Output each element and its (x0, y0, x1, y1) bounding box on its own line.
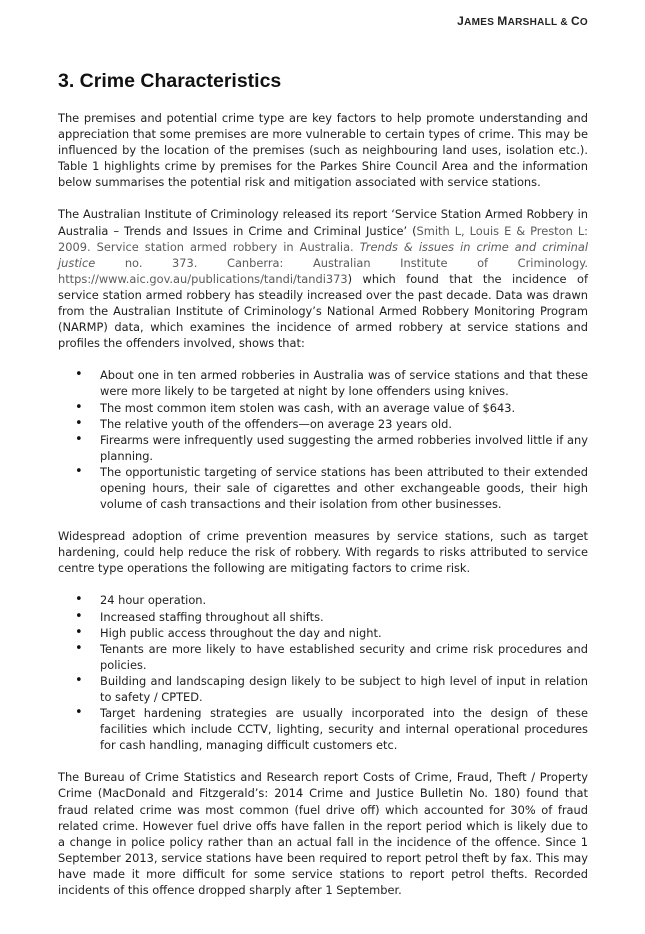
paragraph-bocsar-report: The Bureau of Crime Statistics and Research report Costs of Crime, Fraud, Theft / Property Crime (MacDonald and Fitzgerald’s: 2014 Crime and Justice Bulletin No. 180) found that fraud related crime was most common (fuel drive off) which accounted for 30% of fraud related crime. However fuel drive offs have fallen in the report period which is likely due to a change in police policy rather than an actual fall in the incidence of the offence. Since 1 September 2013, service stations have been required to report petrol theft by fax. This may have made it more difficult for some service stations to report petrol thefts. Recorded incidents of this offence dropped sharply after 1 September. (58, 770, 588, 898)
list-item-text: The opportunistic targeting of service stations has been attributed to their extended opening hours, their sale of cigarettes and other exchangeable goods, their high volume of cash transactions and their isolation from other businesses. (100, 464, 588, 512)
list-item (58, 367, 588, 399)
bullet-icon: • (75, 431, 83, 447)
bullet-icon: • (75, 592, 83, 608)
paragraph-aic-text-a: The Australian Institute of Criminology released its report ‘Service Station Armed Robbery in Australia – Trends and Issues in Crime and Criminal Justice’ ( (58, 207, 588, 238)
citation-journal: Trends & issues in crime and criminal justice (58, 239, 589, 270)
list-item-text: Increased staffing throughout all shifts. (100, 609, 324, 624)
paragraph-aic-report (58, 206, 588, 351)
bullet-icon: • (75, 367, 83, 383)
list-item-text: Building and landscaping design likely to be subject to high level of input in relation to safety / CPTED. (100, 673, 588, 704)
company-header (457, 14, 588, 28)
list-item-text: Firearms were infrequently used suggesting the armed robberies involved little if any planning. (100, 432, 588, 463)
bullet-icon: • (75, 399, 83, 415)
list-item-text: The most common item stolen was cash, with an average value of $643. (100, 400, 516, 415)
list-item-text: Tenants are more likely to have established security and crime risk procedures and policies. (100, 641, 588, 672)
list-item-text: About one in ten armed robberies in Australia was of service stations and that these were more likely to be targeted at night by lone offenders using knives. (100, 368, 588, 399)
header-text-ames: AMES (464, 17, 498, 28)
header-text-arshall: ARSHALL & (507, 17, 571, 28)
bullet-icon: • (75, 463, 83, 479)
list-item (58, 400, 588, 416)
bullet-icon: • (75, 415, 83, 431)
section-title: 3. Crime Characteristics (58, 70, 282, 92)
paragraph-prevention: Widespread adoption of crime prevention measures by service stations, such as target hardening, could help reduce the risk of robbery. With regards to risks attributed to service centre type operations the following are mitigating factors to crime risk. (58, 529, 588, 576)
list-item-text: 24 hour operation. (100, 593, 207, 608)
header-letter-m: M (497, 14, 508, 28)
list-item (58, 416, 588, 432)
bullet-icon: • (75, 672, 83, 688)
bullet-icon: • (75, 640, 83, 656)
list-item-text: The relative youth of the offenders—on average 23 years old. (100, 416, 452, 431)
paragraph-aic-text-b: ) which found that the incidence of service station armed robbery has steadily increased over the past decade. Data was drawn from the Australian Institute of Criminology’s National Armed Robbery Monitoring Program (NARMP) data, which examines the incidence of armed robbery at service stations and profiles the offenders involved, shows that: (58, 271, 588, 351)
mitigating-factors-list (58, 592, 588, 753)
bullet-icon: • (75, 608, 83, 624)
list-item (58, 625, 588, 641)
header-letter-j: J (457, 14, 465, 28)
list-item-text: High public access throughout the day and night. (100, 625, 382, 640)
header-letter-c: C (570, 14, 580, 28)
list-item (58, 705, 588, 753)
bullet-icon: • (75, 624, 83, 640)
citation-authors: Smith L, Louis E & Preston L: 2009. Service station armed robbery in Australia. (58, 223, 589, 254)
list-item (58, 592, 588, 608)
list-item (58, 432, 588, 464)
citation-publisher: no. 373. Canberra: Australian Institute of Criminology. https://www.aic.gov.au/publications/tandi/tandi373 (58, 255, 588, 286)
bullet-icon: • (75, 705, 83, 721)
list-item (58, 641, 588, 673)
body-text (58, 110, 588, 898)
list-item (58, 464, 588, 512)
list-item-text: Target hardening strategies are usually incorporated into the design of these facilities which include CCTV, lighting, security and internal operational procedures for cash handling, managing difficult customers etc. (100, 706, 588, 753)
list-item (58, 609, 588, 625)
list-item (58, 673, 588, 705)
findings-list (58, 367, 588, 512)
paragraph-intro: The premises and potential crime type are key factors to help promote understanding and appreciation that some premises are more vulnerable to certain types of crime. This may be influenced by the location of the premises (such as neighbouring land uses, isolation etc.). Table 1 highlights crime by premises for the Parkes Shire Council Area and the information below summarises the potential risk and mitigation associated with service stations. (58, 111, 588, 190)
header-text-o: O (579, 17, 588, 28)
